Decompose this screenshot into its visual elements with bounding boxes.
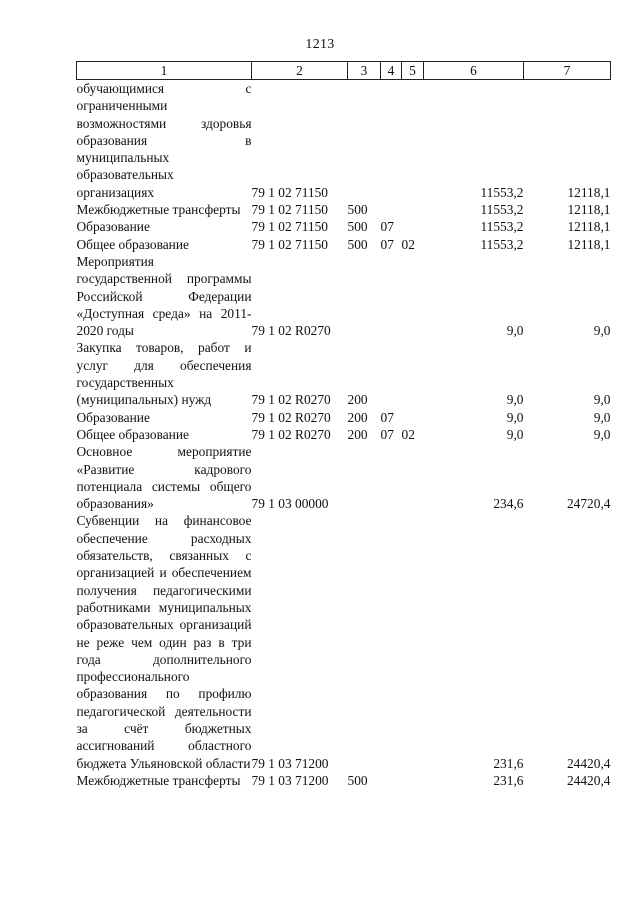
row-name: Общее образование (76, 426, 189, 442)
table-row (77, 409, 611, 426)
row-subsection (402, 339, 424, 408)
row-expense-type (348, 443, 381, 512)
table-row (77, 443, 611, 512)
row-amount-2: 9,0 (593, 426, 611, 442)
row-name: Общее образование (76, 236, 189, 252)
row-amount-1: 11553,2 (480, 219, 524, 235)
row-expense-type: 200 (347, 392, 368, 408)
table-row (77, 512, 611, 771)
row-target-code: 79 1 02 71150 (251, 219, 328, 235)
row-name: Мероприятия государственной программы Российской Федерации «Доступная среда» на 2011-2020 годы (76, 253, 252, 339)
table-row (77, 772, 611, 789)
row-target-code: 79 1 02 71150 (251, 202, 328, 218)
row-name: Образование (76, 219, 150, 235)
row-subsection (402, 253, 424, 339)
row-section: 07 (380, 426, 394, 442)
row-target-code: 79 1 03 71200 (251, 755, 329, 771)
row-name: Межбюджетные трансферты (76, 772, 241, 788)
row-section (381, 339, 402, 408)
row-subsection (402, 80, 424, 202)
header-col-6: 6 (424, 62, 524, 80)
table-row (77, 80, 611, 202)
row-expense-type (348, 253, 381, 339)
row-expense-type (348, 80, 381, 202)
row-subsection (402, 201, 424, 218)
table-row (77, 426, 611, 443)
row-amount-2: 12118,1 (567, 219, 611, 235)
row-name: Межбюджетные трансферты (76, 202, 241, 218)
row-target-code: 79 1 02 R0270 (251, 392, 331, 408)
row-amount-1: 9,0 (506, 323, 524, 339)
table-row (77, 339, 611, 408)
row-section (381, 201, 402, 218)
row-section: 07 (380, 409, 394, 425)
page-number: 1213 (305, 37, 335, 52)
row-subsection: 02 (401, 236, 415, 252)
row-expense-type: 500 (347, 772, 368, 788)
row-name: Основное мероприятие «Развитие кадрового потенциала системы общего образования» (76, 444, 252, 512)
row-target-code: 79 1 03 00000 (251, 496, 329, 512)
row-section (381, 443, 402, 512)
row-subsection (402, 512, 424, 771)
row-section (381, 253, 402, 339)
row-section (381, 80, 402, 202)
row-section (381, 512, 402, 771)
header-col-1: 1 (77, 62, 252, 80)
row-amount-1: 11553,2 (480, 202, 524, 218)
header-col-3: 3 (348, 62, 381, 80)
row-amount-1: 231,6 (493, 755, 524, 771)
row-section (381, 772, 402, 789)
row-amount-2: 24720,4 (566, 496, 611, 512)
row-name: Закупка товаров, работ и услуг для обеспечения государственных (муниципальных) нужд (76, 340, 252, 408)
row-section: 07 (380, 219, 394, 235)
row-amount-1: 231,6 (493, 772, 524, 788)
row-amount-1: 9,0 (506, 426, 524, 442)
row-target-code: 79 1 02 71150 (251, 184, 328, 200)
row-section: 07 (380, 236, 394, 252)
row-amount-2: 12118,1 (567, 236, 611, 252)
header-col-7: 7 (524, 62, 611, 80)
header-col-2: 2 (252, 62, 348, 80)
row-subsection: 02 (401, 426, 415, 442)
table-row (77, 253, 611, 339)
row-target-code: 79 1 03 71200 (251, 772, 329, 788)
row-target-code: 79 1 02 R0270 (251, 426, 331, 442)
table-header-row (77, 62, 611, 80)
table-row (77, 218, 611, 235)
table-row (77, 236, 611, 253)
row-name: Образование (76, 409, 150, 425)
row-expense-type: 500 (347, 202, 368, 218)
row-subsection (402, 443, 424, 512)
row-expense-type (348, 512, 381, 771)
row-expense-type: 200 (347, 409, 368, 425)
header-col-4: 4 (381, 62, 402, 80)
row-amount-2: 24420,4 (566, 755, 611, 771)
row-amount-2: 12118,1 (567, 184, 611, 200)
row-amount-1: 11553,2 (480, 184, 524, 200)
row-amount-1: 9,0 (506, 409, 524, 425)
row-target-code: 79 1 02 71150 (251, 236, 328, 252)
row-amount-1: 11553,2 (480, 236, 524, 252)
row-amount-1: 234,6 (493, 496, 524, 512)
row-expense-type: 500 (347, 236, 368, 252)
table-row (77, 201, 611, 218)
row-expense-type: 200 (347, 426, 368, 442)
row-name: обучающимися с ограниченными возможностями здоровья образования в муниципальных образовательных организациях (76, 81, 252, 200)
row-amount-2: 9,0 (593, 323, 611, 339)
header-col-5: 5 (402, 62, 424, 80)
row-subsection (402, 218, 424, 235)
row-amount-2: 12118,1 (567, 202, 611, 218)
row-amount-2: 9,0 (593, 392, 611, 408)
row-amount-2: 24420,4 (566, 772, 611, 788)
row-name: Субвенции на финансовое обеспечение расходных обязательств, связанных с организацией и обеспечением получения педагогическими работниками муниципальных образовательных организаций не реже чем один раз в три года дополнительного профессионального образования по профилю педагогической деятельности за счёт бюджетных ассигнований областного бюджета Ульяновской области (76, 513, 252, 771)
row-target-code: 79 1 02 R0270 (251, 409, 331, 425)
row-amount-2: 9,0 (593, 409, 611, 425)
row-target-code: 79 1 02 R0270 (251, 323, 331, 339)
budget-table (76, 61, 611, 789)
row-subsection (402, 409, 424, 426)
row-expense-type: 500 (347, 219, 368, 235)
row-subsection (402, 772, 424, 789)
row-amount-1: 9,0 (506, 392, 524, 408)
